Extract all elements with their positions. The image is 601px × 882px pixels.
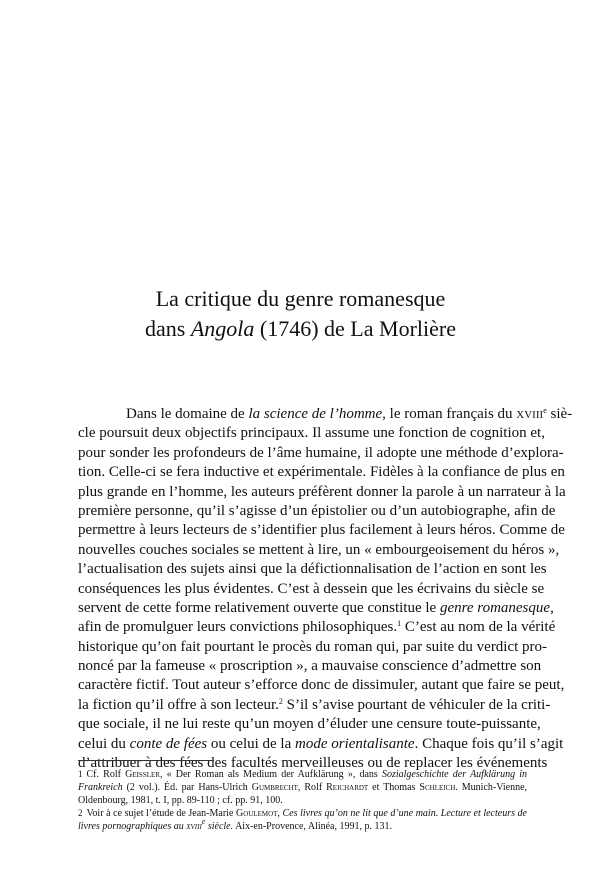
- footnote-2: 2 Voir à ce sujet l’étude de Jean-Marie Goulemot, Ces livres qu’on ne lit que d’une main. Lecture et lecteurs de: [78, 808, 527, 819]
- body-line: cle poursuit deux objectifs principaux. Il assume une fonction de cognition et,: [78, 425, 545, 442]
- body-line: plus grande en l’homme, les auteurs préfèrent donner la parole à un narrateur à la: [78, 483, 566, 500]
- title-line-2: dans Angola (1746) de La Morlière: [145, 316, 456, 341]
- body-line: Dans le domaine de la science de l’homme, le roman français du xviii$^e$ siè-: [126, 406, 573, 422]
- body-paragraph: [78, 405, 573, 773]
- body-line: historique qu’on fait pourtant le procès du roman qui, par suite du verdict pro-: [78, 638, 548, 655]
- footnote-ref-1[interactable]: 1: [397, 619, 402, 629]
- body-line: caractère fictif. Tout auteur s’efforce donc de dissimuler, autant que faire se peut,: [78, 677, 565, 694]
- footnote-1: 1 Cf. Rolf Geissler, « Der Roman als Medium der Aufklärung », dans Sozialgeschichte der Aufklärung in: [78, 769, 527, 780]
- body-line: que sociale, il ne lui reste qu’un moyen d’éluder une censure toute-puissante,: [78, 716, 541, 733]
- body-line: d’attribuer à des fées des facultés merveilleuses ou de replacer les événements: [78, 755, 548, 772]
- body-line: la fiction qu’il offre à son lecteur.$^2$ S’il s’avise pourtant de véhiculer de la criti-: [78, 696, 551, 713]
- body-line: conséquences les plus évidentes. C’est à dessein que les écrivains du siècle se: [78, 580, 545, 597]
- footnote-1-cont: Frankreich (2 vol.). Éd. par Hans-Ulrich Gumbrecht, Rolf Reichardt et Thomas Schleich. Munich-Vienne,: [78, 782, 528, 793]
- body-line: noncé par la fameuse « proscription », a mauvaise conscience d’admettre son: [78, 658, 542, 675]
- title-line-1: La critique du genre romanesque: [155, 286, 446, 311]
- footnote-2-cont: livres pornographiques au xviii$^e$ siècle. Aix-en-Provence, Alinéa, 1991, p. 131.: [78, 817, 392, 832]
- body-line: première personne, qu’il s’agisse d’un épistolier ou d’un autobiographe, afin de: [78, 502, 556, 519]
- body-line: permettre à leurs lecteurs de s’identifier plus facilement à leurs héros. Comme de: [78, 522, 565, 539]
- chapter-title: [0, 284, 601, 344]
- body-line: celui du conte de fées ou celui de la mode orientalisante. Chaque fois qu’il s’agit: [78, 735, 564, 752]
- footnote-divider: [78, 760, 214, 761]
- body-line: l’actualisation des sujets ainsi que la défictionnalisation de l’action en sont les: [78, 561, 547, 578]
- body-line: pour sonder les profondeurs de l’âme humaine, il adopte une méthode d’explora-: [78, 444, 564, 461]
- footnote-ref-2[interactable]: 2: [278, 696, 283, 706]
- title-work-italic: Angola: [190, 316, 255, 341]
- footnotes: [78, 768, 527, 833]
- body-line: servent de cette forme relativement ouverte que constitue le genre romanesque,: [78, 599, 554, 616]
- body-line: tion. Celle-ci se fera inductive et expérimentale. Fidèles à la confiance de plus en: [78, 464, 565, 481]
- footnote-1-cont: Oldenbourg, 1981, t. I, pp. 89-110 ; cf. pp. 91, 100.: [78, 795, 283, 806]
- body-line: nouvelles couches sociales se mettent à lire, un « embourgeoisement du héros »,: [78, 541, 560, 558]
- body-line: afin de promulguer leurs convictions philosophiques.$^1$ C’est au nom de la vérité: [78, 619, 556, 636]
